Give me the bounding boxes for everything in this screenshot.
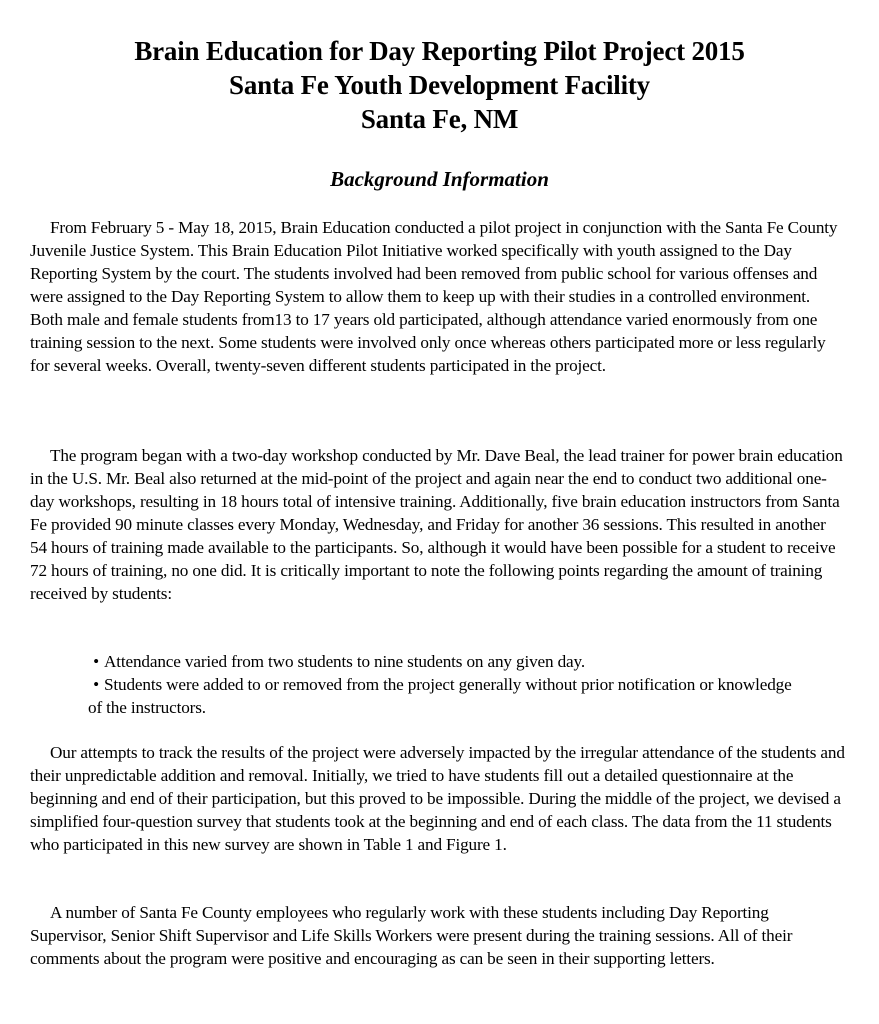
paragraph-employee-comments: A number of Santa Fe County employees who regularly work with these students including Day Reporting Supervisor, Senior Shift Supervisor and Life Skills Workers were present during the training sessions. All of their comments about the program were positive and encouraging as can be seen in their supporting letters. — [30, 903, 793, 968]
bullet-icon: • — [93, 675, 99, 694]
list-item — [88, 650, 808, 673]
list-item — [88, 673, 808, 719]
section-heading: Background Information — [330, 167, 549, 191]
title-line-facility: Santa Fe Youth Development Facility — [229, 70, 650, 100]
title-line-project: Brain Education for Day Reporting Pilot Project 2015 — [134, 36, 745, 66]
list-item-text: Students were added to or removed from the project generally without prior notification or knowledge of the instructors. — [88, 675, 792, 717]
title-line-location: Santa Fe, NM — [360, 104, 519, 134]
document-title — [0, 34, 879, 136]
paragraph-program-description: The program began with a two-day workshop conducted by Mr. Dave Beal, the lead trainer for power brain education in the U.S. Mr. Beal also returned at the mid-point of the project and again near the end to conduct two additional one-day workshops, resulting in 18 hours total of intensive training. Additionally, five brain education instructors from Santa Fe provided 90 minute classes every Monday, Wednesday, and Friday for another 36 sessions. This resulted in another 54 hours of training made available to the participants. So, although it would have been possible for a student to receive 72 hours of training, no one did. It is critically important to note the following points regarding the amount of training received by students: — [30, 446, 843, 603]
list-item-text: Attendance varied from two students to nine students on any given day. — [104, 652, 585, 671]
paragraph-project-overview: From February 5 - May 18, 2015, Brain Education conducted a pilot project in conjunction with the Santa Fe County Juvenile Justice System. This Brain Education Pilot Initiative worked specifically with youth assigned to the Day Reporting System by the court. The students involved had been removed from public school for various offenses and were assigned to the Day Reporting System to allow them to keep up with their studies in a controlled environment. Both male and female students from13 to 17 years old participated, although attendance varied enormously from one training session to the next. Some students were involved only once whereas others participated more or less regularly for several weeks. Overall, twenty-seven different students participated in the project. — [30, 218, 838, 375]
bullet-icon: • — [93, 652, 99, 671]
paragraph-tracking-results: Our attempts to track the results of the project were adversely impacted by the irregular attendance of the students and their unpredictable addition and removal. Initially, we tried to have students fill out a detailed questionnaire at the beginning and end of their participation, but this proved to be impossible. During the middle of the project, we devised a simplified four-question survey that students took at the beginning and end of each class. The data from the 11 students who participated in this new survey are shown in Table 1 and Figure 1. — [30, 743, 845, 854]
training-notes-list — [88, 650, 808, 719]
